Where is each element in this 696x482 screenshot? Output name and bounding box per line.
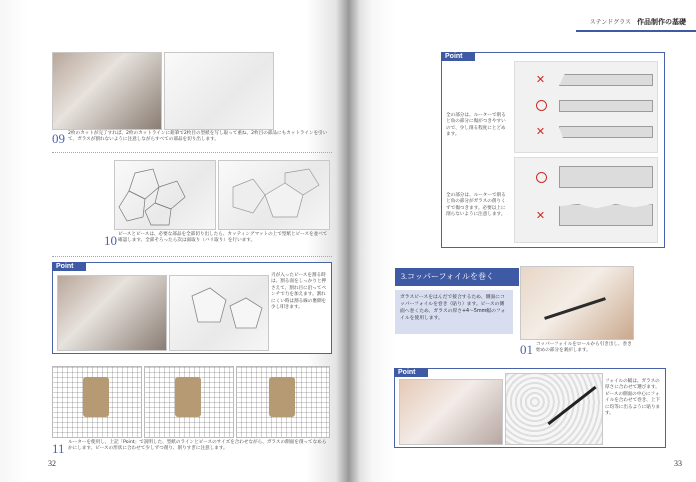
point3-photo-wrapping [399,379,503,445]
step09-number: 09 [52,131,65,146]
pentagon-shapes-drawing [170,276,268,350]
strip-bad-edge [559,126,653,138]
glass-pieces-drawing [219,161,329,229]
edge-diagram-top [514,61,658,153]
point-box-2 [441,52,665,248]
point3-caption: フォイルの幅は、ガラスの厚さに合わせて選びます。ピースの側面の中心にフォイルを合わせて巻き、上下に均等に出るように貼ります。 [605,379,661,417]
step01-caption: コッパーフォイルをロールから引き出し、巻き始めの部分を剥がします。 [536,342,632,353]
section-title: 3.コッパーフォイルを巻く [395,268,519,286]
header-series: ステンドグラス [589,19,631,26]
divider [52,152,332,153]
step11-photo-2 [144,366,234,438]
step09-photo-glass [164,52,274,130]
section-intro: ガラスピースをはんだで接合するため、側面にコッパーフォイルを巻き（貼り）ます。ピースの側面へ巻くため、ガラスの厚さ+4〜5mm幅のフォイルを使用します。 [395,290,513,334]
point1-caption: 刃が入ったピースを割る時は、割る面をしっかりと押さえて、割れ目に沿ってペンチで力を加えます。割れにくい時は割る線の裏側を少し叩きます。 [271,273,327,311]
point2-caption-top: 全の部分は、ルーターで削ると角の部分に傷がつきやすいので、少し削る程度にとどめます。 [446,113,506,138]
step10-caption: ピースとピースは、必要な部品を全部切り出したら、カッティングマットの上で型紙とピースを並べて確認します。全部そろったら次は面取り（バリ取り）を行います。 [118,232,328,243]
strip-good-smooth [559,166,653,188]
edge-diagram-bottom [514,157,658,243]
book-spine [336,0,360,482]
point1-photo-pentagons [169,275,269,351]
point2-caption-bottom: 全の部分は、ルーターで削ると角の部分がガラスの削りくずで傷つきます。必要以上に削らないように注意します。 [446,193,506,218]
page-number-left: 32 [48,459,56,468]
step10-photo-pieces [218,160,330,230]
step09-photo-hand [52,52,162,130]
header-title: 作品制作の基礎 [637,18,686,26]
step11-photo-1 [52,366,142,438]
strip-bad-angle [559,74,653,86]
step11-number: 11 [52,441,65,456]
step10-photo-pattern [114,160,216,230]
strip-bad-chipped [559,204,653,226]
point-label: Point [394,368,428,377]
wrong-mark-icon: ✕ [535,73,546,86]
strip-good [559,100,653,112]
pentagon-pattern-drawing [115,161,215,229]
page-number-right: 33 [674,459,682,468]
step01-photo-foil [520,266,634,340]
step11-caption: ルーターを使用し、上記「Point」で説明した、型紙のラインとピースのサイズを合わせながら、ガラスの側面を削ってなめらかにします。ピースの形状に合わせて少しずつ削り、削りすぎに注意します。 [68,440,327,451]
step10-number: 10 [104,233,117,248]
correct-mark-icon [536,100,547,111]
point1-photo-cutting [57,275,167,351]
step11-photo-3 [236,366,330,438]
running-header [590,17,686,27]
step01-number: 01 [520,342,533,357]
wrong-mark-icon: ✕ [535,125,546,138]
point3-photo-textured-glass [505,373,603,445]
wrong-mark-icon: ✕ [535,209,546,222]
point-label: Point [52,262,86,271]
correct-mark-icon [536,172,547,183]
point-label: Point [441,52,475,61]
divider [52,256,332,257]
point-box-1 [52,262,332,354]
point-box-3 [394,368,666,448]
step09-caption: 2枚のカットが完了すれば、2枚のカットラインに鉛筆で2枚目の型紙を写し取って重ね、2枚目の部品にもカットラインを引いて、ガラスが割れないように注意しながらすべての部品を切り出します。 [68,131,328,142]
